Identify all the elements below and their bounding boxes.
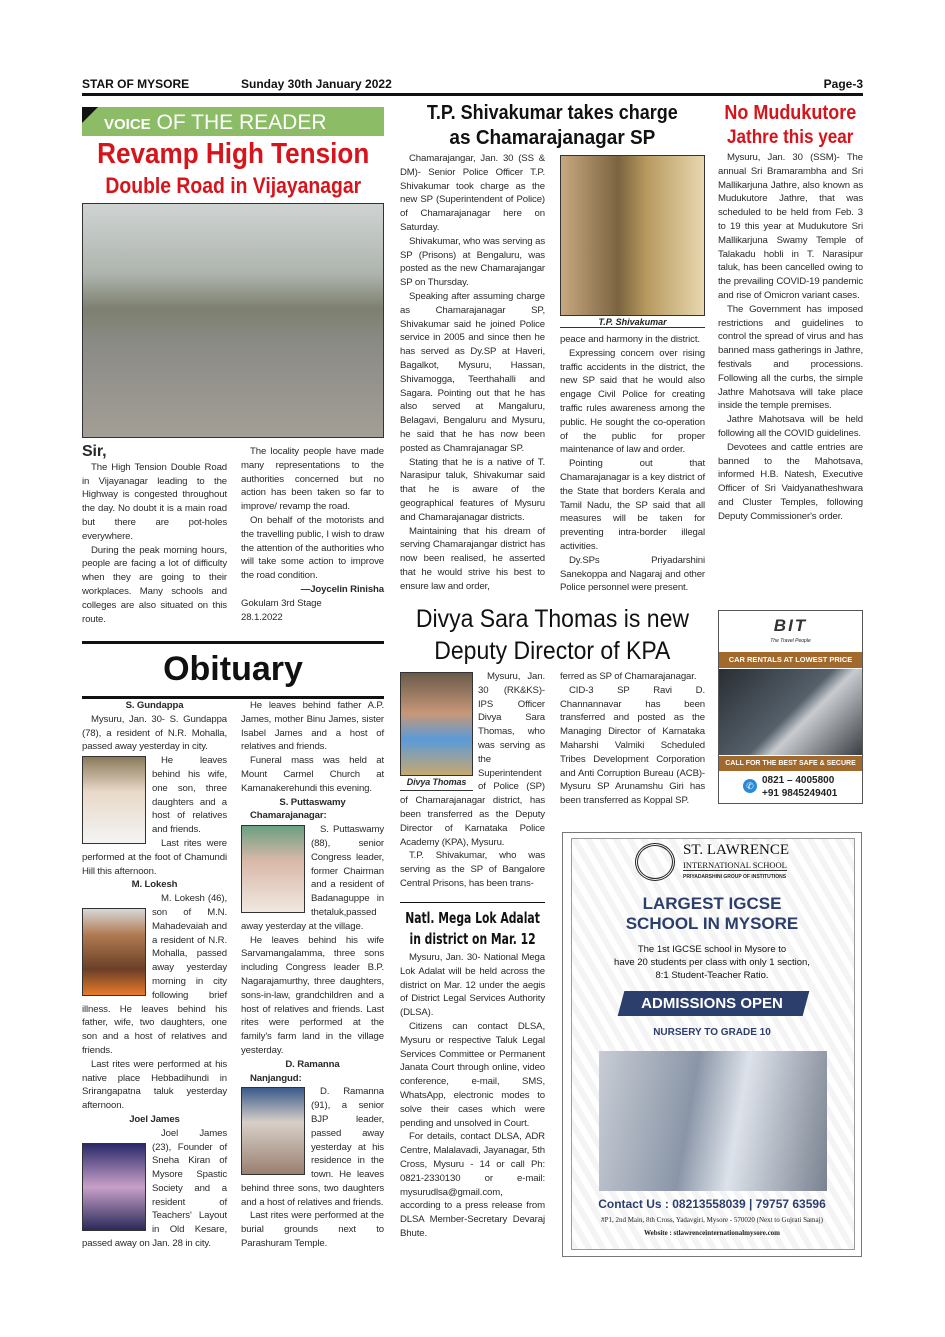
school-name-2: INTERNATIONAL SCHOOL [683, 860, 787, 870]
bit-tagline: The Travel People [770, 638, 811, 644]
letter-address: Gokulam 3rd Stage [241, 597, 322, 609]
ad-phone-1: 0821 – 4005800 [762, 775, 835, 786]
school-name: ST. LAWRENCE [683, 842, 790, 858]
obituary-top-rule [82, 641, 384, 644]
kpa-subheadline-box [396, 636, 708, 666]
obituary-photo-puttaswamy [241, 825, 305, 913]
letter-headline-box [78, 137, 388, 171]
letter-date: 28.1.2022 [241, 611, 283, 623]
obituary-photo-ramanna [241, 1087, 305, 1175]
school-ad[interactable] [562, 832, 862, 1257]
page-number: Page-3 [823, 77, 863, 91]
obituary-photo-gundappa [82, 756, 146, 844]
bit-logo: BIT [773, 616, 808, 635]
masthead-name: STAR OF MYSORE [82, 77, 190, 91]
divya-thomas-photo [400, 672, 473, 776]
obituary-title: Obituary [163, 650, 303, 688]
letter-paragraph: The High Tension Double Road in Vijayanagar leading to the Highway is congested throughout the day. No doubt it is a main road but there are pot-holes everywhere. [82, 461, 227, 542]
jathre-subheadline-box [714, 126, 866, 149]
school-building-photo [599, 1051, 827, 1191]
issue-date: Sunday 30th January 2022 [241, 77, 392, 91]
letter-headline: Revamp High Tension [96, 138, 370, 170]
adalat-subheadline: in district on Mar. 12 [409, 930, 536, 948]
header-rule [82, 93, 863, 96]
letter-subheadline: Double Road in Vijayanagar [105, 173, 361, 198]
adalat-rule [400, 902, 545, 903]
car-sanitizing-photo [719, 669, 862, 755]
school-group: PRIYADARSHINI GROUP OF INSTITUTIONS [683, 874, 787, 880]
obituary-photo-lokesh [82, 908, 146, 996]
kpa-headline: Divya Sara Thomas is new [415, 605, 689, 633]
school-headline-2: SCHOOL IN MYSORE [625, 914, 799, 933]
car-rental-ad[interactable] [718, 610, 863, 804]
ad-phone-2: +91 9845249401 [762, 788, 838, 799]
letter-signature: —Joycelin Rinisha [300, 583, 384, 595]
letter-paragraph: On behalf of the motorists and the travelling public, I wish to draw the attention of the authorities who will take some action to improve the road condition. [241, 514, 384, 582]
obituary-entry: Joel James Joel James (23), Founder of Sneha Kiran of Mysore Spastic Society and a resident of Teachers' Layout in Old Kesare, passed away on Jan. 28 in city. [82, 1113, 227, 1250]
obituary-photo-joel-james [82, 1143, 146, 1231]
letter-salutation: Sir, [82, 443, 107, 460]
sp-subheadline-box [396, 126, 708, 150]
shivakumar-photo [560, 155, 705, 316]
road-potholes-photo [82, 203, 384, 438]
letter-paragraph: The locality people have made many representations to the authorities concerned but no action has been taken so far to improve/ revamp the road. [241, 446, 384, 513]
school-crest-icon [635, 843, 675, 881]
admissions-open: ADMISSIONS OPEN [641, 995, 783, 1012]
obituary-entry: S. Gundappa Mysuru, Jan. 30- S. Gundappa (78), a resident of N.R. Mohalla, passed away yesterday in city. He leaves behind his wife, one son, three daughters and a host of relatives and friends. Last rites were performed at the foot of Chamundi Hill this afternoon. [82, 700, 227, 877]
jathre-headline: No Mudukutore [724, 102, 856, 124]
adalat-headline: Natl. Mega Lok Adalat [405, 909, 540, 927]
ad-banner-top: CAR RENTALS AT LOWEST PRICE [719, 652, 862, 668]
letter-subheadline-box [78, 173, 388, 199]
kpa-subheadline: Deputy Director of KPA [433, 637, 671, 665]
adalat-headline-box [398, 908, 547, 928]
school-headline-1: LARGEST IGCSE [642, 894, 782, 913]
divya-caption: Divya Thomas [400, 776, 473, 791]
jathre-headline-box [714, 101, 866, 125]
obituary-entry: D. Ramanna Nanjangud: D. Ramanna (91), a senior BJP leader, passed away yesterday at his residence in the town. He leaves behind three sons, two daughters and a host of relatives and friends. Last rites were performed at the burial grounds next to Parashuram Temple. [241, 1058, 384, 1250]
school-address: #P1, 2nd Main, 8th Cross, Yadavgiri, Mysore - 570020 (Next to Gujrati Samaj) [601, 1216, 823, 1224]
obituary-entry: S. Puttaswamy Chamarajanagar: S. Puttaswamy (88), senior Congress leader, former Chairman and a resident of Badanaguppe in thetaluk,passed away yesterday at the village. He leaves behind his wife Sarvamangalamma, three sons including Congress leader B.P. Nagarajamurthy, three daughters, sons-in-law, grandchildren and a host of relatives and friends. Last rites were performed at the family's farm land in the village yesterday. [241, 796, 384, 1056]
sp-headline-box [396, 101, 708, 125]
school-description: The 1st IGCSE school in Mysore to have 20 students per class with only 1 section, 8:1 Student-Teacher Ratio. [614, 944, 810, 981]
school-grades: NURSERY TO GRADE 10 [653, 1027, 771, 1038]
voice-title: OF THE READER [156, 111, 327, 134]
voice-prefix: VOICE [104, 116, 151, 133]
sp-subheadline: as Chamarajanagar SP [449, 127, 655, 149]
ad-banner-bottom: CALL FOR THE BEST SAFE & SECURE [719, 756, 862, 771]
divya-photo-block [400, 672, 473, 791]
voice-banner [82, 107, 384, 136]
obituary-entry: M. Lokesh M. Lokesh (46), son of M.N. Mahadevaiah and a resident of N.R. Mohalla, passed away yesterday morning in city following brief illness. He leaves behind his father, wife, two daughters, one son and a host of relatives and friends. Last rites were performed at his native place Hebbadihundi in Srirangapatna taluk yesterday afternoon. [82, 879, 227, 1112]
corner-triangle [82, 107, 98, 123]
school-website: Website : stlawrenceinternationalmysore.com [643, 1229, 781, 1237]
jathre-subheadline: Jathre this year [726, 127, 854, 148]
adalat-subheadline-box [398, 929, 547, 949]
school-contact: Contact Us : 08213558039 | 79757 63596 [598, 1197, 826, 1211]
phone-icon: ✆ [743, 779, 757, 793]
kpa-headline-box [396, 604, 708, 634]
letter-paragraph: During the peak morning hours, people are facing a lot of difficulty when they are going to their workplaces. Many schools and colleges are also situated on this route. [82, 544, 227, 625]
shivakumar-caption: T.P. Shivakumar [560, 317, 705, 328]
sp-headline: T.P. Shivakumar takes charge [426, 102, 678, 124]
